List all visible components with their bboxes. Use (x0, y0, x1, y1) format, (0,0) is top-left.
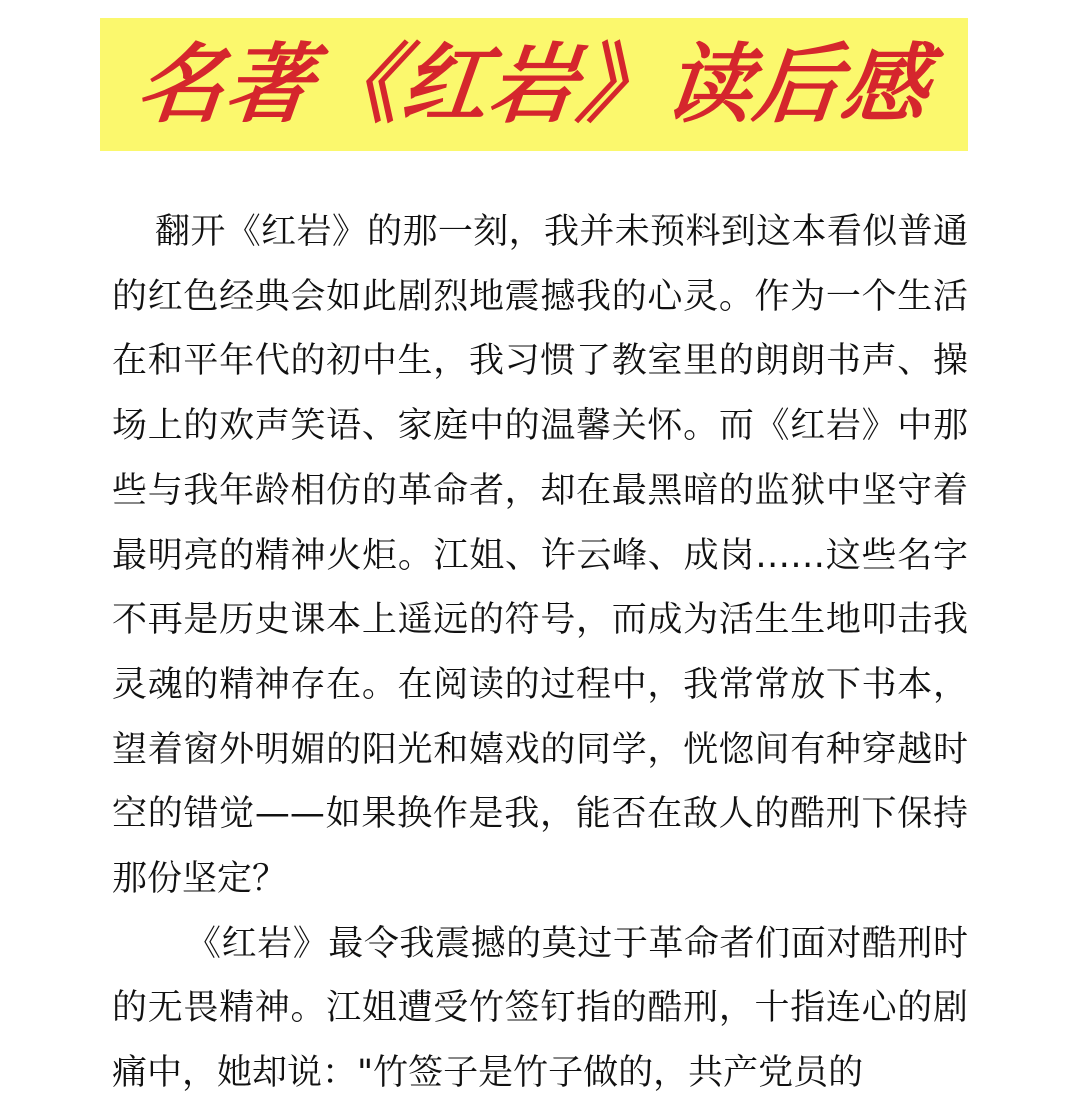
essay-paragraph-2: 《红岩》最令我震撼的莫过于革命者们面对酷刑时的无畏精神。江姐遭受竹签钉指的酷刑，十指连心的剧痛中，她却说："竹签子是竹子做的，共产党员的 (112, 923, 968, 1094)
essay-body (112, 200, 968, 1105)
page-title: 名著《红岩》读后感 (132, 34, 936, 135)
essay-paragraph-1: 翻开《红岩》的那一刻，我并未预料到这本看似普通的红色经典会如此剧烈地震撼我的心灵。作为一个生活在和平年代的初中生，我习惯了教室里的朗朗书声、操场上的欢声笑语、家庭中的温馨关怀。而《红岩》中那些与我年龄相仿的革命者，却在最黑暗的监狱中坚守着最明亮的精神火炬。江姐、许云峰、成岗……这些名字不再是历史课本上遥远的符号，而成为活生生地叩击我灵魂的精神存在。在阅读的过程中，我常常放下书本，望着窗外明媚的阳光和嬉戏的同学，恍惚间有种穿越时空的错觉——如果换作是我，能否在敌人的酷刑下保持那份坚定？ (112, 212, 968, 900)
title-banner (100, 18, 968, 151)
